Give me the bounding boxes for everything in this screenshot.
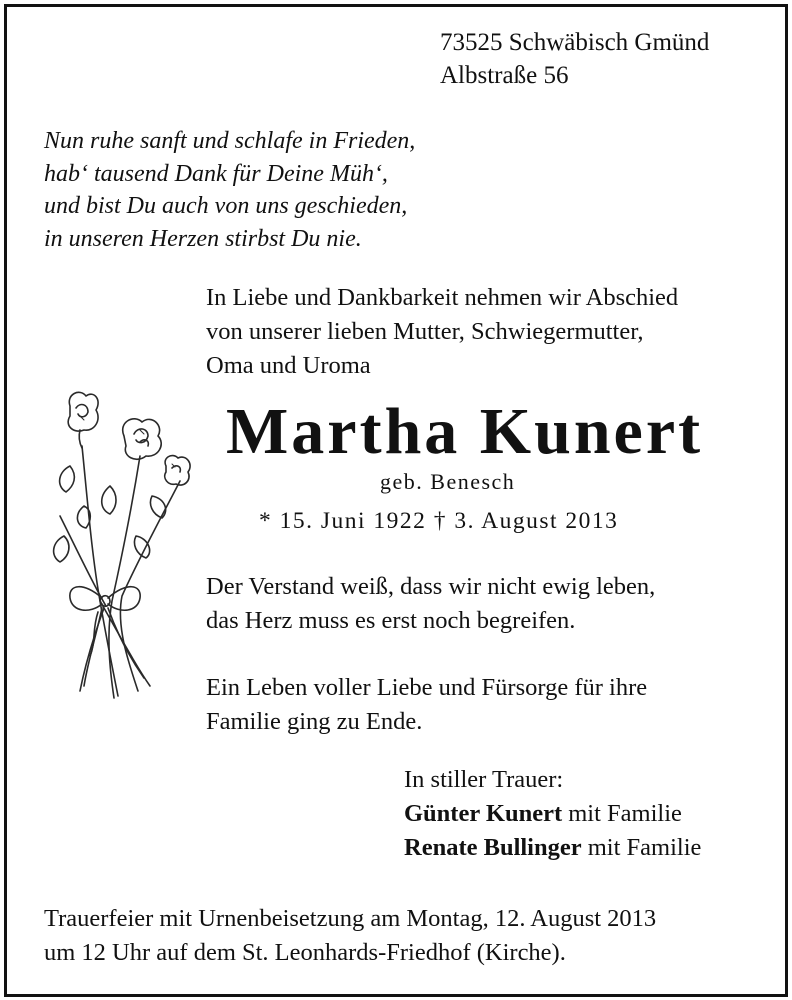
poem-line: Nun ruhe sanft und schlafe in Frieden, — [44, 128, 416, 154]
intro-line: von unserer lieben Mutter, Schwiegermutter, — [206, 318, 644, 345]
tribute-line: Familie ging zu Ende. — [206, 708, 423, 735]
mourners-block — [404, 763, 701, 865]
poem-line: in unseren Herzen stirbst Du nie. — [44, 225, 362, 252]
deceased-name: Martha Kunert — [226, 395, 704, 468]
funeral-line: Trauerfeier mit Urnenbeisetzung am Montag, 12. August 2013 — [44, 905, 657, 932]
mourners-heading: In stiller Trauer: — [404, 766, 564, 793]
quote-line: das Herz muss es erst noch begreifen. — [206, 607, 576, 634]
life-dates: * 15. Juni 1922 † 3. August 2013 — [259, 508, 619, 534]
address-block — [440, 26, 709, 92]
address-city: 73525 Schwäbisch Gmünd — [440, 29, 710, 56]
mourner-name: Günter Kunert — [404, 800, 563, 827]
funeral-info — [44, 902, 656, 970]
poem-line: hab‘ tausend Dank für Deine Müh‘, — [44, 160, 388, 187]
mourner-entry — [404, 797, 701, 831]
mourner-suffix: mit Familie — [568, 800, 682, 827]
address-street: Albstraße 56 — [440, 62, 569, 89]
funeral-line: um 12 Uhr auf dem St. Leonhards-Friedhof (Kirche). — [44, 939, 566, 966]
intro-line: In Liebe und Dankbarkeit nehmen wir Abschied — [206, 284, 679, 311]
maiden-name: geb. Benesch — [380, 469, 516, 494]
mourner-name: Renate Bullinger — [404, 834, 582, 861]
rose-bouquet-icon — [40, 386, 200, 711]
poem-line: und bist Du auch von uns geschieden, — [44, 193, 408, 219]
intro-text — [206, 281, 678, 383]
tribute-line: Ein Leben voller Liebe und Fürsorge für ihre — [206, 674, 648, 701]
mourner-entry — [404, 831, 701, 865]
quote-block — [206, 570, 655, 638]
mourner-suffix: mit Familie — [587, 834, 702, 861]
intro-line: Oma und Uroma — [206, 352, 371, 379]
tribute-block — [206, 671, 647, 739]
poem-block — [44, 125, 415, 255]
quote-line: Der Verstand weiß, dass wir nicht ewig leben, — [206, 573, 656, 600]
